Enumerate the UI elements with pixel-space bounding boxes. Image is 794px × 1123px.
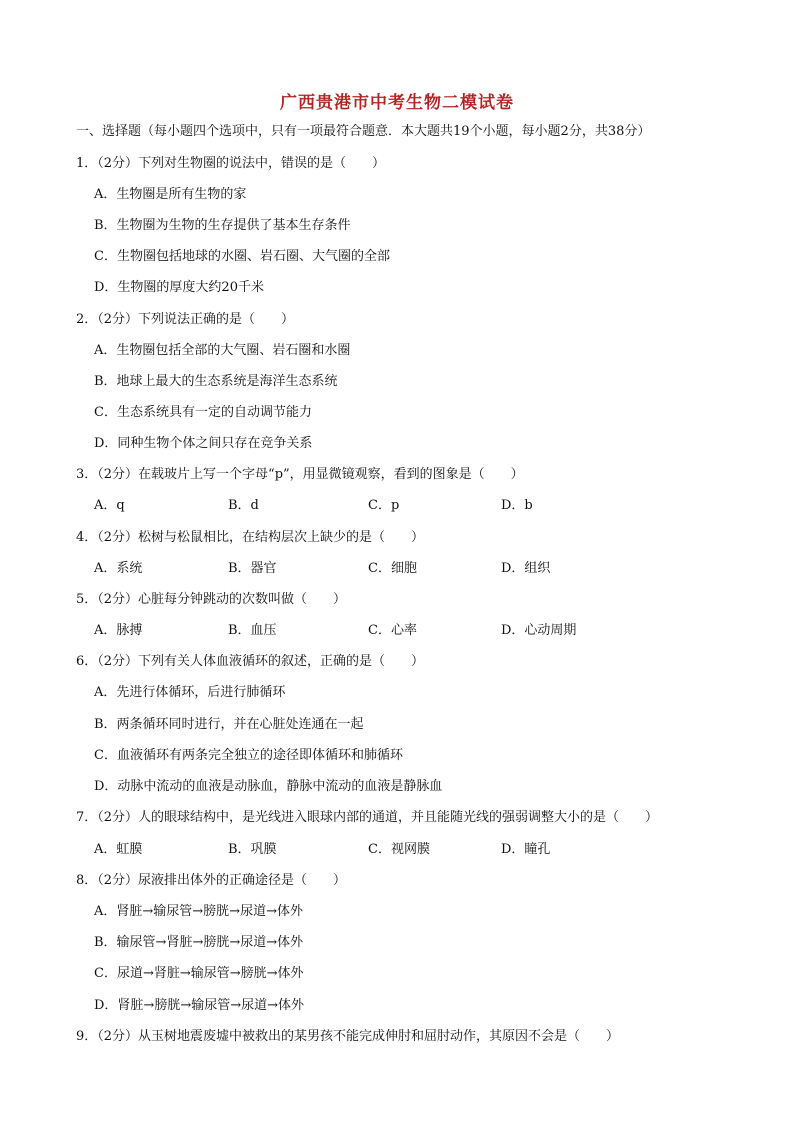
question-6-option-c: C．血液循环有两条完全独立的途径即体循环和肺循环: [94, 748, 403, 763]
question-8-option-a: A．肾脏→输尿管→膀胱→尿道→体外: [94, 904, 303, 919]
question-4-options: [94, 560, 654, 578]
question-4-option-c: C．细胞: [368, 561, 417, 576]
question-6-stem: 6．（2分）下列有关人体血液循环的叙述，正确的是（ ）: [76, 654, 425, 669]
question-3-option-d: D．b: [501, 498, 533, 513]
question-7-option-c: C．视网膜: [368, 842, 430, 857]
question-3-option-a: A．q: [94, 498, 125, 513]
question-6-option-d: D．动脉中流动的血液是动脉血，静脉中流动的血液是静脉血: [94, 779, 443, 794]
question-5-stem: 5．（2分）心脏每分钟跳动的次数叫做（ ）: [76, 592, 347, 607]
question-7-option-d: D．瞳孔: [501, 842, 551, 857]
question-7-stem: 7．（2分）人的眼球结构中，是光线进入眼球内部的通道，并且能随光线的强弱调整大小的是（ ）: [76, 810, 659, 825]
question-2-option-a: A．生物圈包括全部的大气圈、岩石圈和水圈: [94, 343, 351, 358]
question-8-option-b: B．输尿管→肾脏→膀胱→尿道→体外: [94, 935, 304, 950]
question-4-option-b: B．器官: [228, 561, 277, 576]
question-8-option-d: D．肾脏→膀胱→输尿管→尿道→体外: [94, 998, 304, 1013]
question-3-option-b: B．d: [228, 498, 259, 513]
question-2-option-c: C．生态系统具有一定的自动调节能力: [94, 405, 312, 420]
question-2-option-b: B．地球上最大的生态系统是海洋生态系统: [94, 374, 338, 389]
question-1-option-b: B．生物圈为生物的生存提供了基本生存条件: [94, 218, 351, 233]
question-3-options: [94, 497, 654, 515]
question-1-option-c: C．生物圈包括地球的水圈、岩石圈、大气圈的全部: [94, 249, 390, 264]
question-7-option-a: A．虹膜: [94, 842, 143, 857]
question-4-option-d: D．组织: [501, 561, 551, 576]
question-8-option-c: C．尿道→肾脏→输尿管→膀胱→体外: [94, 966, 304, 981]
page-title: 广西贵港市中考生物二模试卷: [280, 93, 514, 113]
question-5-option-a: A．脉搏: [94, 623, 143, 638]
question-1-stem: 1．（2分）下列对生物圈的说法中，错误的是（ ）: [76, 156, 386, 171]
question-4-stem: 4．（2分）松树与松鼠相比，在结构层次上缺少的是（ ）: [76, 530, 425, 545]
question-5-option-d: D．心动周期: [501, 623, 577, 638]
question-7-option-b: B．巩膜: [228, 842, 277, 857]
question-6-option-a: A．先进行体循环，后进行肺循环: [94, 685, 286, 700]
question-2-option-d: D．同种生物个体之间只存在竞争关系: [94, 436, 313, 451]
question-1-option-a: A．生物圈是所有生物的家: [94, 187, 247, 202]
question-6-option-b: B．两条循环同时进行，并在心脏处连通在一起: [94, 717, 364, 732]
question-5-option-b: B．血压: [228, 623, 277, 638]
section-heading: 一、选择题（每小题四个选项中，只有一项最符合题意．本大题共19个小题，每小题2分，共38分）: [76, 124, 651, 139]
question-4-option-a: A．系统: [94, 561, 143, 576]
question-3-stem: 3．（2分）在载玻片上写一个字母“p”，用显微镜观察，看到的图象是（ ）: [76, 467, 524, 482]
question-5-options: [94, 622, 654, 640]
question-7-options: [94, 841, 654, 859]
question-8-stem: 8．（2分）尿液排出体外的正确途径是（ ）: [76, 873, 347, 888]
question-5-option-c: C．心率: [368, 623, 417, 638]
question-9-stem: 9．（2分）从玉树地震废墟中被救出的某男孩不能完成伸肘和屈肘动作，其原因不会是（ ）: [76, 1029, 620, 1044]
question-2-stem: 2．（2分）下列说法正确的是（ ）: [76, 312, 295, 327]
question-3-option-c: C．p: [368, 498, 400, 513]
question-1-option-d: D．生物圈的厚度大约20千米: [94, 280, 264, 295]
